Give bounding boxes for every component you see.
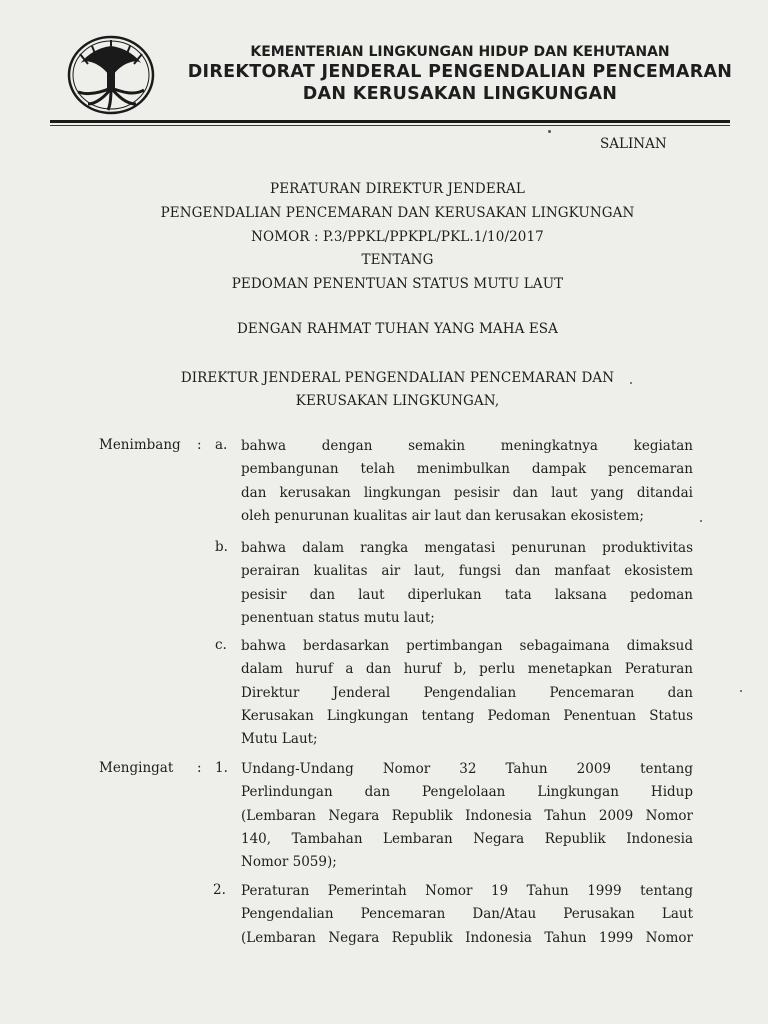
text-line: Peraturan Pemerintah Nomor 19 Tahun 1999 tentang	[241, 883, 693, 899]
mengingat-item-marker: 1.	[215, 760, 228, 776]
invocation: DENGAN RAHMAT TUHAN YANG MAHA ESA	[237, 321, 558, 337]
menimbang-colon: :	[197, 437, 202, 453]
directorate-name-line1: DIREKTORAT JENDERAL PENGENDALIAN PENCEMARAN	[187, 62, 733, 82]
letterhead-rule-thick	[50, 120, 730, 123]
authority-line-1: DIREKTUR JENDERAL PENGENDALIAN PENCEMARAN DAN	[180, 370, 615, 386]
menimbang-item-marker: a.	[215, 437, 228, 453]
mengingat-item-1	[241, 758, 693, 874]
text-line: bahwa dalam rangka mengatasi penurunan produktivitas	[241, 540, 693, 556]
text-line: bahwa dengan semakin meningkatnya kegiatan	[241, 438, 693, 454]
text-line: Perlindungan dan Pengelolaan Lingkungan Hidup	[241, 784, 693, 801]
title-line-2: PENGENDALIAN PENCEMARAN DAN KERUSAKAN LINGKUNGAN	[160, 205, 635, 221]
menimbang-label: Menimbang	[99, 437, 181, 453]
authority-line-2: KERUSAKAN LINGKUNGAN,	[295, 393, 500, 409]
text-line: (Lembaran Negara Republik Indonesia Tahun 1999 Nomor	[241, 929, 693, 946]
text-line: pesisir dan laut diperlukan tata laksana pedoman	[241, 586, 693, 603]
scan-speck	[700, 520, 702, 522]
text-line: penentuan status mutu laut;	[241, 609, 435, 626]
menimbang-item-b	[241, 537, 693, 630]
mengingat-item-2	[241, 880, 693, 950]
text-line: Direktur Jenderal Pengendalian Pencemaran dan	[241, 684, 693, 701]
scan-speck	[630, 382, 632, 384]
text-line: 140, Tambahan Lembaran Negara Republik Indonesia	[241, 830, 693, 847]
text-line: (Lembaran Negara Republik Indonesia Tahun 2009 Nomor	[241, 807, 693, 824]
mengingat-colon: :	[197, 760, 202, 776]
regulation-number: NOMOR : P.3/PPKL/PPKPL/PKL.1/10/2017	[251, 229, 544, 245]
text-line: Nomor 5059);	[241, 854, 337, 871]
menimbang-item-marker: b.	[215, 539, 228, 555]
scan-speck	[740, 690, 742, 692]
letterhead-rule-thin	[50, 125, 730, 126]
regulation-subject: PEDOMAN PENENTUAN STATUS MUTU LAUT	[231, 276, 564, 292]
text-line: pembangunan telah menimbulkan dampak pencemaran	[241, 461, 693, 478]
directorate-name-line2: DAN KERUSAKAN LINGKUNGAN	[302, 84, 618, 104]
title-line-1: PERATURAN DIREKTUR JENDERAL	[270, 181, 525, 197]
mengingat-item-marker: 2.	[213, 882, 226, 898]
text-line: perairan kualitas air laut, fungsi dan manfaat ekosistem	[241, 563, 693, 580]
text-line: Mutu Laut;	[241, 731, 318, 748]
text-line: dan kerusakan lingkungan pesisir dan laut yang ditandai	[241, 484, 693, 501]
text-line: Undang-Undang Nomor 32 Tahun 2009 tentang	[241, 761, 693, 777]
mengingat-label: Mengingat	[99, 760, 174, 776]
copy-label: SALINAN	[600, 136, 667, 152]
menimbang-item-a	[241, 435, 693, 528]
scan-speck	[548, 130, 551, 133]
ministry-name: KEMENTERIAN LINGKUNGAN HIDUP DAN KEHUTANAN	[250, 44, 670, 60]
text-line: Pengendalian Pencemaran Dan/Atau Perusakan Laut	[241, 906, 693, 923]
tree-emblem-icon	[66, 34, 156, 116]
menimbang-item-c	[241, 635, 693, 751]
title-line-tentang: TENTANG	[361, 252, 434, 268]
menimbang-item-marker: c.	[215, 637, 227, 653]
text-line: dalam huruf a dan huruf b, perlu menetapkan Peraturan	[241, 661, 693, 678]
text-line: bahwa berdasarkan pertimbangan sebagaimana dimaksud	[241, 638, 693, 654]
text-line: Kerusakan Lingkungan tentang Pedoman Penentuan Status	[241, 707, 693, 724]
text-line: oleh penurunan kualitas air laut dan kerusakan ekosistem;	[241, 507, 644, 524]
